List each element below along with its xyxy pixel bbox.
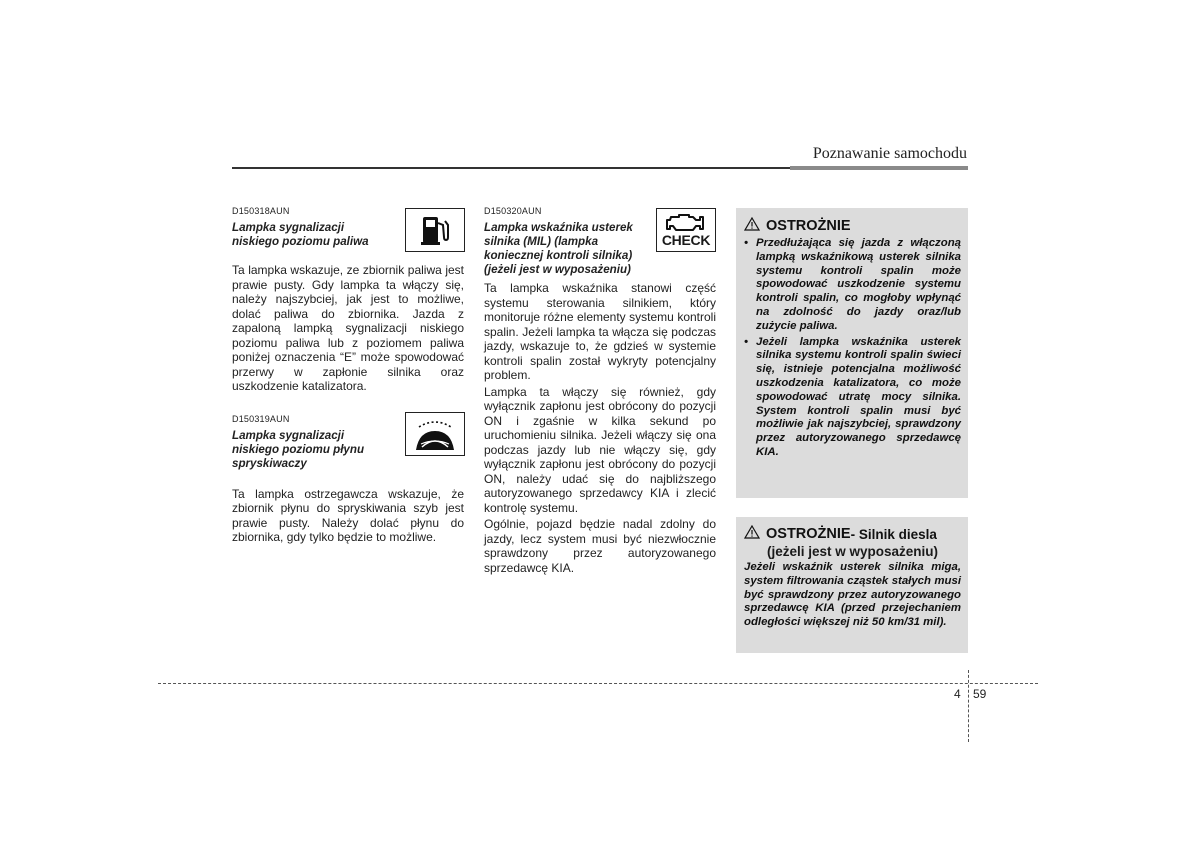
section-title: Poznawanie samochodu bbox=[812, 145, 967, 162]
section-body-p1: Ta lampka wskaźnika stanowi część systemu sterowania silnikiem, który monitoruje różne elementy systemu kontroli spalin. Jeżeli lampka ta włącza się podczas jazdy, wskazuje to, że gdzieś w systemie kontroli spalin został wykryty potencjalny problem. bbox=[484, 281, 716, 382]
column-left bbox=[232, 206, 464, 545]
washer-fluid-icon bbox=[405, 412, 465, 456]
section-heading: Lampka sygnalizacji niskiego poziomu paliwa bbox=[232, 221, 369, 248]
caution-box-diesel bbox=[736, 517, 968, 653]
caution-subtitle: (jeżeli jest w wyposażeniu) bbox=[766, 544, 939, 559]
section-body: Ta lampka wskazuje, ze zbiornik paliwa jest prawie pusty. Gdy lampka ta włączy się, należy najszybciej, jak jest to możliwe, dolać paliwa do zbiornika. Jazda z zapaloną lampką sygnalizacji niskiego poziomu paliwa lub z poziomem paliwa poniżej oznaczenia “E” może spowodować przerwy w zapłonie silnika oraz uszkodzenie katalizatora. bbox=[232, 263, 464, 393]
section-heading: Lampka sygnalizacji niskiego poziomu płynu spryskiwaczy bbox=[232, 428, 365, 470]
section-code: D150318AUN bbox=[232, 206, 290, 216]
section-heading: Lampka wskaźnika usterek silnika (MIL) (lampka koniecznej kontroli silnika) (jeżeli jest w wyposażeniu) bbox=[484, 221, 633, 276]
warning-triangle-icon bbox=[744, 525, 760, 543]
caution-title: OSTROŻNIE bbox=[744, 217, 961, 235]
caution-list bbox=[744, 237, 961, 460]
section-body-p2: Lampka ta włączy się również, gdy wyłącznik zapłonu jest obrócony do pozycji ON i zgaśnie w kilka sekund po uruchomieniu silnika. Jeżeli włączy się ona podczas jazdy lub nie włączy się, gdy wyłącznik zapłonu jest obrócony do pozycji ON, należy udać się do najbliższego autoryzowanego sprzedawcy KIA i zlecić kontrolę systemu. bbox=[484, 384, 716, 515]
section-body: Ta lampka ostrzegawcza wskazuje, że zbiornik płynu do spryskiwania szyb jest prawie pusty. Należy dolać płynu do zbiornika, gdy tylko będzie to możliwe. bbox=[232, 486, 464, 544]
column-middle bbox=[484, 206, 716, 575]
chapter-number: 4 bbox=[954, 687, 961, 701]
caution-box bbox=[736, 208, 968, 498]
fuel-pump-icon bbox=[405, 208, 465, 252]
check-engine-icon bbox=[656, 208, 716, 252]
footer-divider bbox=[158, 683, 1038, 684]
page-number: 59 bbox=[973, 687, 987, 701]
header-rule-accent bbox=[790, 166, 968, 170]
section-code: D150320AUN bbox=[484, 206, 542, 216]
section-code: D150319AUN bbox=[232, 413, 290, 424]
check-label: CHECK bbox=[661, 232, 711, 248]
caution-item: • Jeżeli lampka wskaźnika usterek silnika systemu kontroli spalin świeci się, istnieje potencjalna możliwość uszkodzenia katalizatora, co może spowodować utratę mocy silnika. System kontroli spalin musi być możliwie jak najszybciej, sprawdzony przez autoryzowanego sprzedawcę KIA. bbox=[744, 335, 961, 458]
caution-text: Jeżeli wskaźnik usterek silnika miga, system filtrowania cząstek stałych musi być sprawdzony przez autoryzowanego sprzedawcę KIA (przed przejechaniem odległości większej niż 50 km/31 mil). bbox=[744, 561, 961, 629]
caution-item: • Przedłużająca się jazda z włączoną lampką wskaźnikową usterek silnika systemu kontroli spalin może spowodować uszkodzenie systemu kontroli spalin, co mogłoby wpłynąć na zdolność do jazdy oraz/lub zużycie paliwa. bbox=[744, 237, 961, 332]
caution-title: OSTROŻNIE - Silnik diesla bbox=[744, 525, 961, 543]
footer-vertical-divider bbox=[968, 670, 969, 742]
warning-triangle-icon bbox=[744, 217, 760, 235]
section-body-p3: Ogólnie, pojazd będzie nadal zdolny do jazdy, lecz system musi być niezwłocznie sprawdzony przez autoryzowanego sprzedawcę KIA. bbox=[484, 517, 716, 575]
